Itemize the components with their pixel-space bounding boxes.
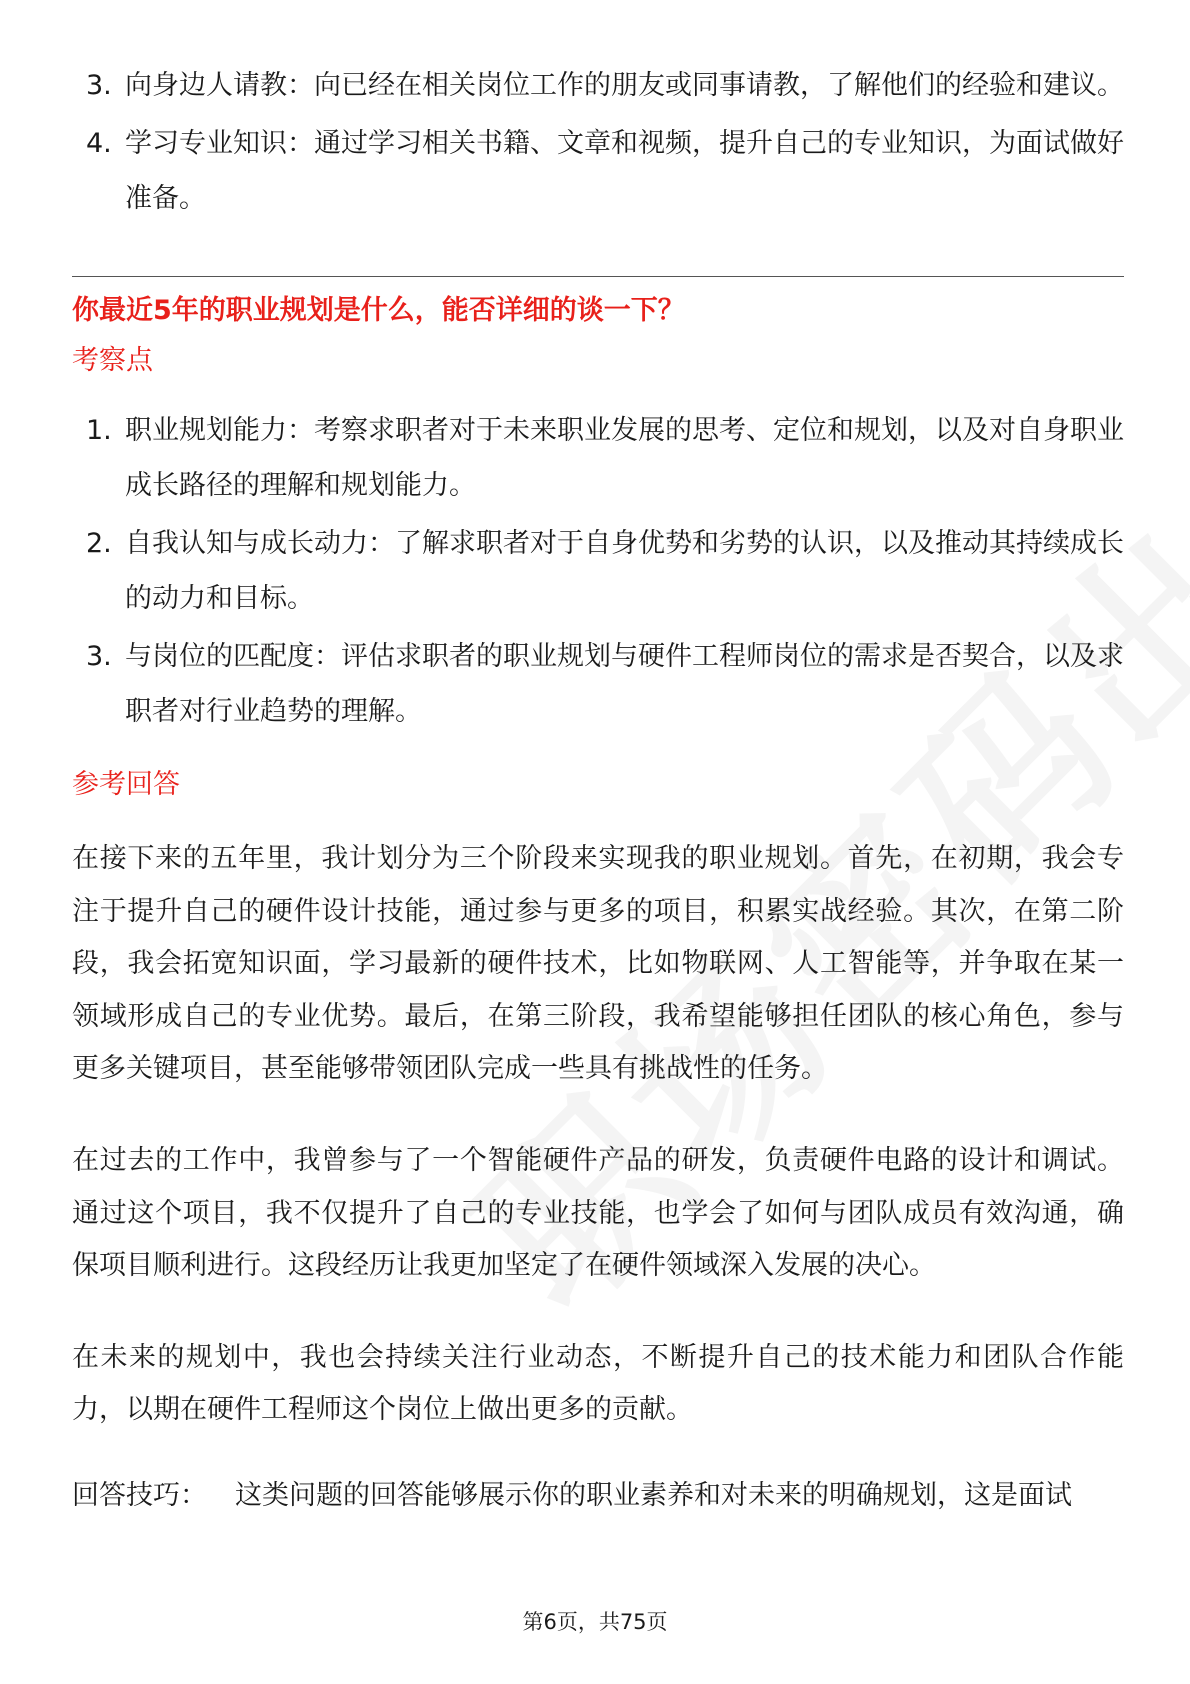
tips-text: 这类问题的回答能够展示你的职业素养和对未来的明确规划，这是面试 — [235, 1479, 1072, 1511]
list-item — [72, 403, 1124, 513]
answer-paragraph: 在未来的规划中，我也会持续关注行业动态，不断提升自己的技术能力和团队合作能力，以期在硬件工程师这个岗位上做出更多的贡献。 — [72, 1341, 1124, 1426]
assessment-title: 考察点 — [72, 345, 153, 376]
list-item-number: 2. — [86, 528, 112, 559]
list-item-text: 自我认知与成长动力：了解求职者对于自身优势和劣势的认识，以及推动其持续成长的动力和目标。 — [125, 528, 1124, 614]
answer-tips — [72, 1476, 1124, 1516]
section-divider — [72, 276, 1124, 277]
list-item-text: 职业规划能力：考察求职者对于未来职业发展的思考、定位和规划，以及对自身职业成长路径的理解和规划能力。 — [125, 415, 1124, 501]
list-item-number: 1. — [86, 415, 112, 446]
list-item-number: 3. — [86, 70, 112, 101]
page-content — [72, 58, 1124, 1516]
answer-paragraph: 在过去的工作中，我曾参与了一个智能硬件产品的研发，负责硬件电路的设计和调试。通过这个项目，我不仅提升了自己的专业技能，也学会了如何与团队成员有效沟通，确保项目顺利进行。这段经历让我更加坚定了在硬件领域深入发展的决心。 — [72, 1144, 1124, 1282]
answer-title: 参考回答 — [72, 769, 180, 800]
tips-label: 回答技巧： — [72, 1479, 207, 1511]
page-number-footer: 第6页，共75页 — [522, 1610, 668, 1634]
list-item-number: 3. — [86, 641, 112, 672]
list-item — [72, 629, 1124, 739]
top-numbered-list — [72, 58, 1124, 226]
list-item-text: 与岗位的匹配度：评估求职者的职业规划与硬件工程师岗位的需求是否契合，以及求职者对行业趋势的理解。 — [125, 641, 1124, 727]
answer-paragraph: 在接下来的五年里，我计划分为三个阶段来实现我的职业规划。首先，在初期，我会专注于提升自己的硬件设计技能，通过参与更多的项目，积累实战经验。其次，在第二阶段，我会拓宽知识面，学习最新的硬件技术，比如物联网、人工智能等，并争取在某一领域形成自己的专业优势。最后，在第三阶段，我希望能够担任团队的核心角色，参与更多关键项目，甚至能够带领团队完成一些具有挑战性的任务。 — [72, 843, 1124, 1085]
assessment-list — [72, 403, 1124, 739]
list-item — [72, 58, 1124, 113]
list-item-text: 向身边人请教：向已经在相关岗位工作的朋友或同事请教，了解他们的经验和建议。 — [125, 70, 1124, 101]
list-item — [72, 116, 1124, 226]
list-item — [72, 516, 1124, 626]
list-item-text: 学习专业知识：通过学习相关书籍、文章和视频，提升自己的专业知识，为面试做好准备。 — [125, 128, 1124, 214]
question-heading: 你最近5年的职业规划是什么，能否详细的谈一下？ — [72, 295, 685, 326]
list-item-number: 4. — [86, 128, 112, 159]
